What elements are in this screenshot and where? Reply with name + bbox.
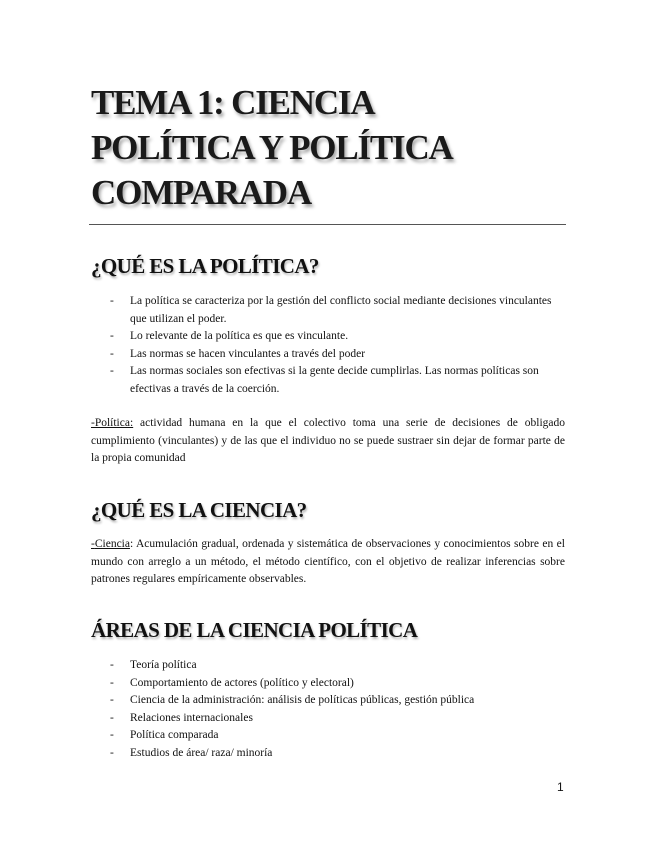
list-item: - Lo relevante de la política es que es vinculante.	[91, 328, 561, 346]
list-item: - Ciencia de la administración: análisis de políticas públicas, gestión pública	[91, 692, 561, 710]
definition-term: Ciencia	[94, 538, 130, 550]
page-number: 1	[557, 780, 564, 794]
list-item: - Las normas sociales son efectivas si la gente decide cumplirlas. Las normas políticas son efectivas a través de la coerción.	[110, 365, 539, 395]
list-item: - Estudios de área/ raza/ minoría	[91, 745, 561, 763]
definition-term: -Política:	[91, 417, 134, 429]
list-item: - La política se caracteriza por la gestión del conflicto social mediante decisiones vinculantes que utilizan el poder.	[110, 295, 552, 325]
bullet-dash: -	[110, 746, 114, 759]
section-heading-areas: ÁREAS DE LA CIENCIA POLÍTICA	[91, 618, 418, 642]
title-line-1: TEMA 1: CIENCIA	[91, 83, 375, 122]
bullet-dash: -	[110, 347, 114, 360]
definition-text: : Acumulación gradual, ordenada y sistemática de observaciones y conocimientos sobre en el mundo con arreglo a un método, el método científico, con el objetivo de realizar inferencias sobre patrones regulares empíricamente observables.	[91, 538, 565, 585]
areas-bullet-list	[91, 657, 561, 762]
list-item: - Teoría política	[91, 657, 561, 675]
list-item: - Relaciones internacionales	[91, 710, 561, 728]
bullet-dash: -	[110, 676, 114, 689]
list-item: - Comportamiento de actores (político y electoral)	[91, 675, 561, 693]
bullet-dash: -	[110, 694, 114, 706]
bullet-dash: -	[110, 659, 114, 671]
title-divider	[89, 224, 566, 225]
bullet-dash: -	[110, 729, 114, 741]
bullet-dash: -	[110, 295, 114, 307]
section-heading-politica: ¿QUÉ ES LA POLÍTICA?	[91, 254, 319, 278]
section-heading-ciencia: ¿QUÉ ES LA CIENCIA?	[91, 498, 307, 522]
ciencia-definition	[91, 536, 565, 589]
bullet-dash: -	[110, 365, 114, 377]
politica-definition	[91, 415, 565, 468]
definition-text: actividad humana en la que el colectivo toma una serie de decisiones de obligado cumplimiento (vinculantes) y de las que el individuo no se puede sustraer sin dejar de formar parte de la propia comunidad	[91, 417, 565, 464]
politica-bullet-list	[91, 293, 561, 398]
bullet-dash: -	[110, 330, 114, 342]
title-line-3: COMPARADA	[91, 173, 311, 212]
list-item: - Las normas se hacen vinculantes a través del poder	[91, 346, 561, 364]
definition-prefix: -	[91, 538, 95, 550]
title-line-2: POLÍTICA Y POLÍTICA	[91, 128, 453, 167]
list-item: - Política comparada	[91, 727, 561, 745]
bullet-dash: -	[110, 711, 114, 724]
page-title	[91, 80, 571, 215]
